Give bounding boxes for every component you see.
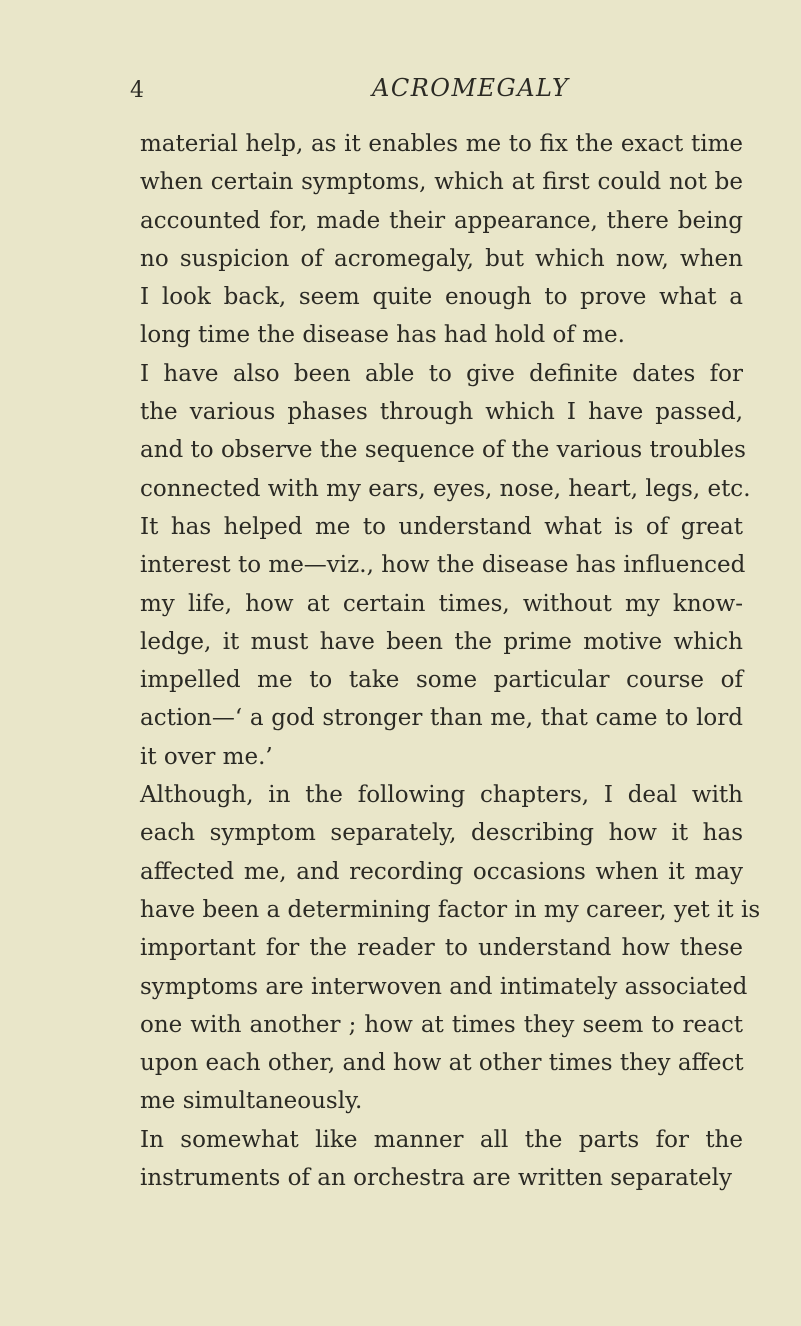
text-line: interest to me—viz., how the disease has influenced bbox=[140, 552, 746, 579]
text-line: action—‘ a god stronger than me, that came to lord bbox=[140, 705, 743, 732]
text-line: when certain symptoms, which at first could not be bbox=[140, 169, 743, 196]
text-line: important for the reader to understand how these bbox=[140, 935, 743, 962]
text-line: have been a determining factor in my career, yet it is bbox=[140, 896, 761, 923]
text-line: ledge, it must have been the prime motive which bbox=[140, 628, 743, 655]
text-line: upon each other, and how at other times they affect bbox=[140, 1050, 744, 1077]
text-line: material help, as it enables me to fix the exact time bbox=[140, 131, 743, 157]
text-line: no suspicion of acromegaly, but which now, when bbox=[140, 245, 743, 272]
text-line: Although, in the following chapters, I deal with bbox=[140, 782, 743, 809]
text-line: impelled me to take some particular course of bbox=[140, 667, 743, 694]
text-line: me simultaneously. bbox=[140, 1088, 363, 1115]
text-line: long time the disease has had hold of me. bbox=[140, 322, 625, 349]
text-line: symptoms are interwoven and intimately associated bbox=[140, 973, 748, 1000]
text-line: it over me.’ bbox=[140, 743, 273, 770]
text-line: one with another ; how at times they seem to react bbox=[140, 1011, 743, 1038]
text-line: my life, how at certain times, without my know- bbox=[140, 590, 743, 617]
text-line: affected me, and recording occasions when it may bbox=[140, 858, 743, 885]
text-line: instruments of an orchestra are written separately bbox=[140, 1165, 732, 1192]
running-title: ACROMEGALY bbox=[372, 74, 570, 102]
running-header bbox=[130, 74, 743, 104]
text-line: I look back, seem quite enough to prove what a bbox=[140, 284, 743, 311]
body-text bbox=[140, 125, 761, 1197]
text-line: the various phases through which I have passed, bbox=[140, 399, 743, 426]
text-line: each symptom separately, describing how it has bbox=[140, 820, 743, 847]
text-line: I have also been able to give definite dates for bbox=[140, 360, 743, 387]
page-number: 4 bbox=[130, 78, 146, 103]
text-line: and to observe the sequence of the various troubles bbox=[140, 437, 746, 464]
text-line: In somewhat like manner all the parts for the bbox=[140, 1126, 743, 1153]
text-line: It has helped me to understand what is of great bbox=[140, 513, 743, 540]
text-line: accounted for, made their appearance, there being bbox=[140, 207, 743, 234]
text-line: connected with my ears, eyes, nose, heart, legs, etc. bbox=[140, 475, 751, 502]
